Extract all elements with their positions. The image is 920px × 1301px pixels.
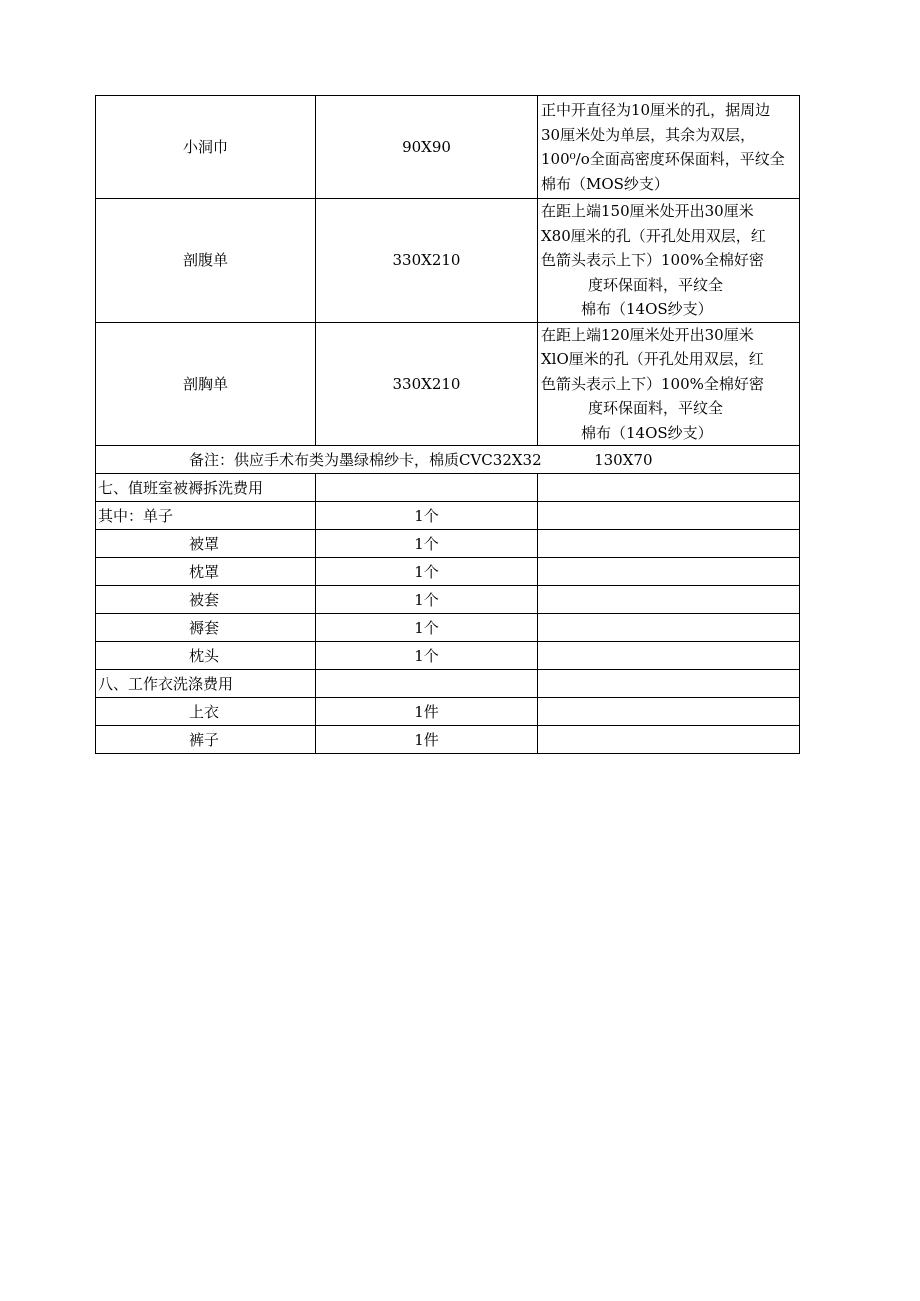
table-row <box>96 726 800 754</box>
section-title: 七、值班室被褥拆洗费用 <box>96 474 316 502</box>
item-size: 90X90 <box>316 96 538 199</box>
linen-spec-table <box>95 95 800 754</box>
item-name: 裤子 <box>96 726 316 754</box>
section-title: 八、工作衣洗涤费用 <box>96 670 316 698</box>
section-header-row <box>96 670 800 698</box>
item-name: 小洞巾 <box>96 96 316 199</box>
note-row <box>96 446 800 474</box>
item-quantity: 1个 <box>316 558 538 586</box>
empty-cell <box>538 558 800 586</box>
spec-row <box>96 199 800 323</box>
empty-cell <box>538 670 800 698</box>
description-line: 正中开直径为10厘米的孔，据周边 <box>541 101 771 119</box>
item-quantity: 1件 <box>316 698 538 726</box>
item-quantity: 1个 <box>316 502 538 530</box>
empty-cell <box>538 698 800 726</box>
item-name: 枕头 <box>96 642 316 670</box>
empty-cell <box>538 726 800 754</box>
description-line: 色箭头表示上下）100%全棉好密 <box>541 251 764 269</box>
table-row <box>96 586 800 614</box>
description-line: 100⁰/o全面高密度环保面料，平纹全 <box>541 150 785 168</box>
table-row <box>96 698 800 726</box>
spec-row <box>96 322 800 446</box>
description-line: 度环保面料，平纹全 <box>588 275 724 294</box>
description-line: XlO厘米的孔（开孔处用双层，红 <box>541 350 764 368</box>
description-line: 棉布（14OS纱支） <box>581 423 713 442</box>
item-name: 剖腹单 <box>96 199 316 323</box>
empty-cell <box>538 530 800 558</box>
description-line: 在距上端120厘米处开出30厘米 <box>541 325 754 344</box>
description-line: 色箭头表示上下）100%全棉好密 <box>541 374 764 393</box>
empty-cell <box>316 670 538 698</box>
description-line: 棉布（MOS纱支） <box>541 174 669 193</box>
empty-cell <box>538 502 800 530</box>
item-quantity: 1件 <box>316 726 538 754</box>
description-line: 在距上端150厘米处开出30厘米 <box>541 202 754 220</box>
item-name: 枕罩 <box>96 558 316 586</box>
item-quantity: 1个 <box>316 614 538 642</box>
table-row <box>96 614 800 642</box>
empty-cell <box>538 586 800 614</box>
item-size: 330X210 <box>316 322 538 446</box>
empty-cell <box>538 474 800 502</box>
item-name: 被罩 <box>96 530 316 558</box>
item-quantity: 1个 <box>316 642 538 670</box>
table-row <box>96 502 800 530</box>
item-name: 上衣 <box>96 698 316 726</box>
item-name: 被套 <box>96 586 316 614</box>
spec-row <box>96 96 800 199</box>
description-line: 度环保面料，平纹全 <box>588 399 724 417</box>
item-description <box>538 322 800 446</box>
table-row <box>96 558 800 586</box>
item-size: 330X210 <box>316 199 538 323</box>
note-text: 备注：供应手术布类为墨绿棉纱卡，棉质CVC32X32 130X70 <box>96 446 800 474</box>
item-name: 剖胸单 <box>96 322 316 446</box>
item-description <box>538 199 800 323</box>
table-row <box>96 642 800 670</box>
item-quantity: 1个 <box>316 530 538 558</box>
description-line: 棉布（14OS纱支） <box>581 300 713 318</box>
section-header-row <box>96 474 800 502</box>
item-quantity: 1个 <box>316 586 538 614</box>
empty-cell <box>316 474 538 502</box>
item-description <box>538 96 800 199</box>
item-name: 褥套 <box>96 614 316 642</box>
empty-cell <box>538 614 800 642</box>
table-row <box>96 530 800 558</box>
item-name: 其中：单子 <box>96 502 316 530</box>
empty-cell <box>538 642 800 670</box>
description-line: 30厘米处为单层，其余为双层， <box>541 125 756 144</box>
description-line: X80厘米的孔（开孔处用双层，红 <box>541 226 766 245</box>
